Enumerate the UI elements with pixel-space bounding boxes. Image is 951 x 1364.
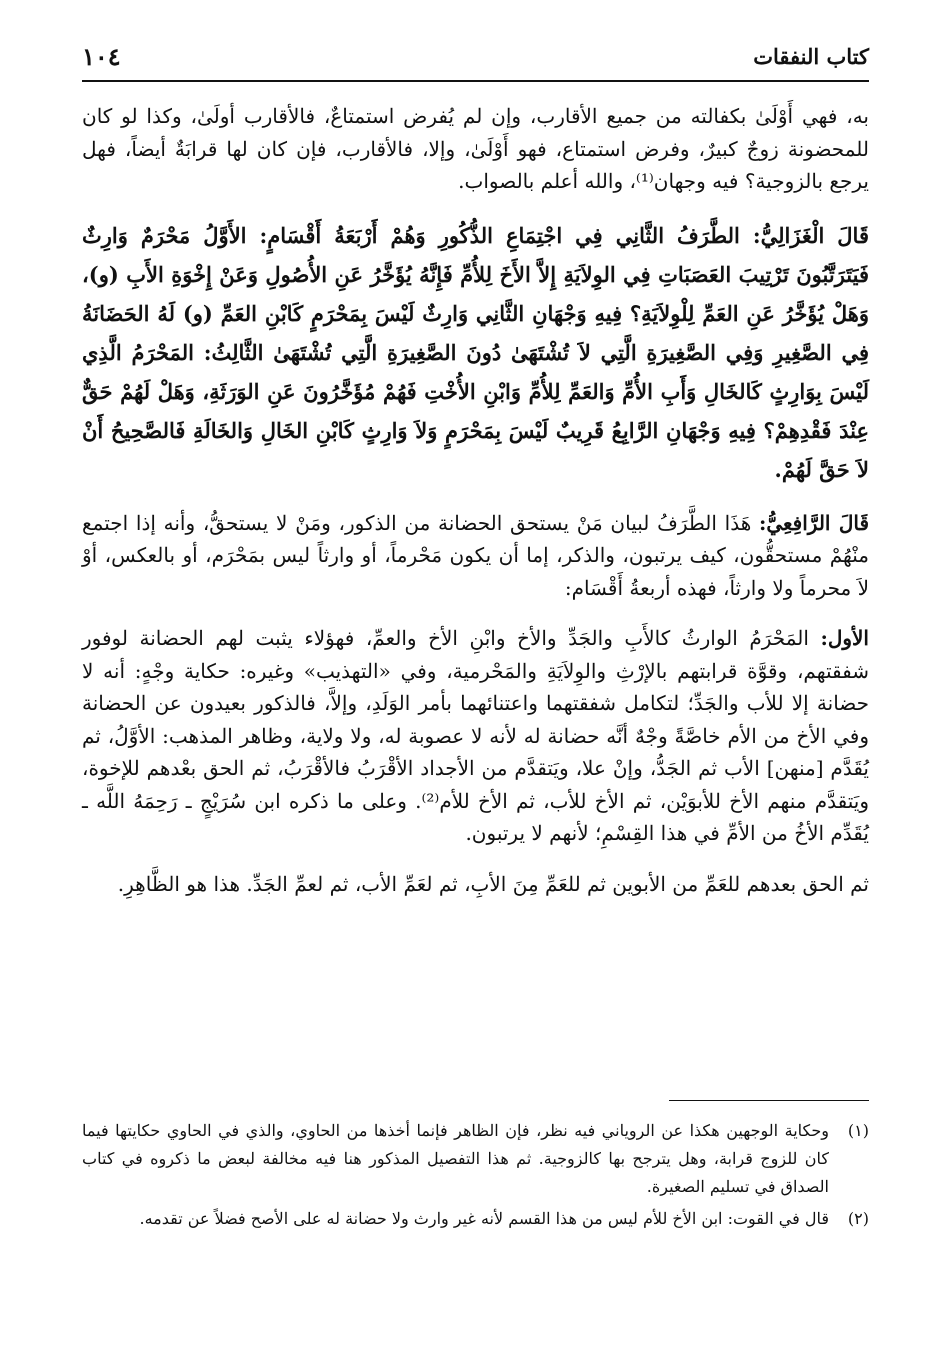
- paragraph-text: ثم الحق بعدهم للعَمِّ من الأبوين ثم للعَمِّ مِنَ الأبِ، ثم لعَمِّ الأب، ثم لعمِّ الجَدِّ. هذا هو الظَّاهِرِ.: [117, 871, 869, 896]
- paragraph-intro: [82, 100, 869, 198]
- footnote-number: (١): [847, 1121, 869, 1140]
- paragraph-text: المَحْرَمُ الوارثُ كالأَبِ والجَدِّ والأخ وابْنِ الأخ والعمِّ، فهؤلاء يثبت لهم الحضانة لوفور شفقتهم، وقوَّة قرابتهم بالإرْثِ والوِلاَيَةِ والمَحْرمية، وفي «التهذيب» وغيره: حكاية وجْهٍ: أنه لا حضانة إلا للأب والجَدِّ؛ لتكامل شفقتهما واعتنائهما بأمر الوَلَدِ، وإلاَّ، فالذكور بعيدون عن الحضانة وفي الأخ من الأم خاصَّةً وجْهٌ أنَّه حضانة له لأنه لا عصوبة له، ولا ولاية، وظاهر المذهب: الأوَّلُ، ثم يُقَدَّم [منهن] الأب ثم الجَدُّ، وإنْ علا، ويَتقدَّم من الأجداد الأقْرَبُ فالأقْرَبُ، ثم الحق بعْدهم للإخوة، ويَتقدَّم منهم الأخ للأبوَيْن، ثم الأخ للأب، ثم الأخ للأم⁽²⁾. وعلى ما ذكره ابن سُرَيْجٍ ـ رَحِمَهُ اللَّه ـ يُقَدِّم الأخُ من الأمِّ في هذا القِسْمِ؛ لأنهم لا يرتبون.: [82, 626, 869, 845]
- footnote-separator: [669, 1100, 869, 1101]
- footnote-number: (٢): [847, 1209, 869, 1228]
- footnotes: [82, 1117, 869, 1237]
- paragraph-first-category: [82, 622, 869, 850]
- paragraph-ghazali-quote: [82, 216, 869, 489]
- paragraph-rafii-commentary: [82, 507, 869, 605]
- paragraph-uncles-order: [82, 868, 869, 901]
- paragraph-lead: الأول:: [820, 626, 869, 650]
- paragraph-text: هَذَا الطَّرَفُ لبيان مَنْ يستحق الحضانة من الذكور، ومَنْ لا يستحقُّ، وأنه إذا اجتمع منْهُمْ مستحقُّون، كيف يرتبون، والذكر، إما أن يكون مَحْرماً، أو وارثاً ليس بمَحْرَم، أو بالعكس، أوْ لاَ محرماً ولا وارثاً، فهذه أربعةُ أَقْسَام:: [82, 510, 869, 600]
- paragraph-text: قَالَ الْغَزَالِيُّ: الطَّرَفُ الثَّانِي فِي اجْتِمَاعِ الذُّكُورِ وَهُمْ أَرْبَعَةُ أَقْسَامٍ: الأَوَّلُ مَحْرَمٌ وَارِثٌ فَيَتَرَتَّبُونَ تَرْتِيبَ العَصَبَاتِ فِي الوِلاَيَةِ إِلاَّ الأَخَ لِلأُمِّ فَإِنَّهُ يُؤَخَّرُ عَنِ الأُصُولِ وَعَنْ إِخْوَةِ الأَبِ (و)، وَهَلْ يُؤَخَّرُ عَنِ العَمِّ لِلْوِلاَيَةِ؟ فِيهِ وَجْهَانِ الثَّانِي وَارِثٌ لَيْسَ بِمَحْرَمٍ كَابْنِ العَمِّ (و) لَهُ الحَضَانَةُ فِي الصَّغِيرِ وَفِي الصَّغِيرَةِ الَّتِي لاَ تُشْتَهَىٰ دُونَ الصَّغِيرَةِ الَّتِي تُشْتَهَىٰ الثَّالِثُ: المَحْرَمُ الَّذِي لَيْسَ بِوَارِثٍ كَالخَالِ وَأَبِ الأُمِّ وَالعَمِّ لِلأُمِّ وَابْنِ الأُخْتِ فَهُمْ مُؤَخَّرُونَ عَنِ الوَرَثَةِ، وَهَلْ لَهُمْ حَقٌّ عِنْدَ فَقْدِهِمْ؟ فِيهِ وَجْهَانِ الرَّابِعُ قَرِيبٌ لَيْسَ بِمَحْرَمٍ وَلاَ وَارِثٍ كَابْنِ الخَالِ وَالخَالَةِ فَالصَّحِيحُ أَنْ لاَ حَقَّ لَهُمْ.: [82, 222, 869, 482]
- running-title: كتاب النفقات: [753, 44, 869, 69]
- main-text: [82, 100, 869, 918]
- footnote-item: [82, 1117, 869, 1201]
- paragraph-lead: قَالَ الرَّافِعِيُّ:: [758, 510, 870, 535]
- footnote-item: [82, 1205, 869, 1233]
- page-number: ١٠٤: [82, 42, 121, 71]
- paragraph-text: به، فهي أَوْلَىٰ بكفالته من جميع الأقارب، وإن لم يُفرض استمتاعٌ، فالأقارب أولَىٰ، وكذا لو كان للمحضونة زوجٌ كبيرٌ، وفرض استمتاع، فهو أَوْلَىٰ، وإلا، فالأقارب، فإن كان لها قرابَةٌ أيضاً، فهل يرجع بالزوجية؟ فيه وجهان⁽¹⁾، والله أعلم بالصواب.: [82, 104, 869, 193]
- page-header: [82, 40, 869, 82]
- footnote-text: قال في القوت: ابن الأخ للأم ليس من هذا القسم لأنه غير وارث ولا حضانة له على الأصح فضلاً عن تقدمه.: [139, 1209, 829, 1228]
- footnote-text: وحكاية الوجهين هكذا عن الروياني فيه نظر، فإن الظاهر فإنما أخذها من الحاوي، والذي في الحاوي حكايتها فيما كان للزوج قرابة، وهل يترجح بها كالزوجية. ثم هذا التفصيل المذكور هنا فيه مخالفة لبعض ما ذكروه في كتاب الصداق في تسليم الصغيرة.: [82, 1121, 829, 1196]
